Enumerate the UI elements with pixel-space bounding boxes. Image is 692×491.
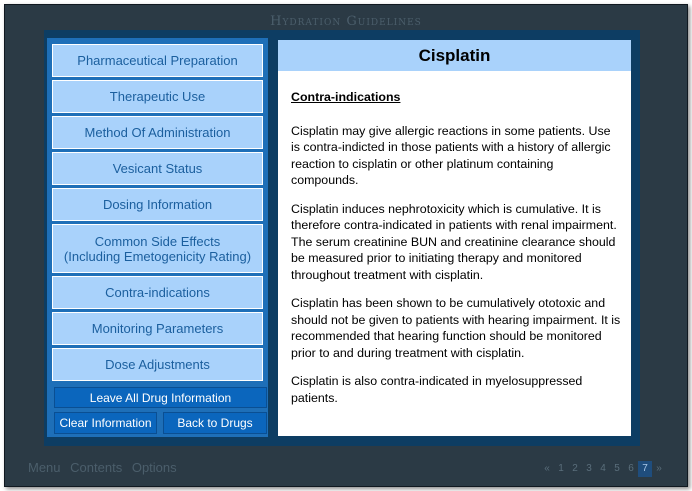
nav-item-monitoring-parameters[interactable]: Monitoring Parameters: [52, 312, 263, 345]
menu-link[interactable]: Menu: [28, 460, 61, 475]
back-to-drugs-button[interactable]: Back to Drugs: [163, 412, 267, 434]
page-navigator: [540, 461, 666, 477]
contents-link[interactable]: Contents: [70, 460, 123, 475]
previous-page-arrow[interactable]: «: [544, 463, 550, 474]
nav-item-method-of-administration[interactable]: Method Of Administration: [52, 116, 263, 149]
paragraph-ototoxicity: Cisplatin has been shown to be cumulatively ototoxic and should not be given to patients with hearing impairment. It is recommended that hearing function should be monitored prior to and during treatment with cisplatin.: [291, 296, 621, 360]
page-5[interactable]: 5: [614, 463, 620, 474]
next-page-arrow[interactable]: »: [656, 463, 662, 474]
paragraph-nephrotoxicity: Cisplatin induces nephrotoxicity which is cumulative. It is therefore contra-indicated in patients with renal impairment. The serum creatinine BUN and creatinine clearance should be measured prior to initiating therapy and monitored throughout treatment with cisplatin.: [291, 201, 617, 282]
nav-item-therapeutic-use[interactable]: Therapeutic Use: [52, 80, 263, 113]
clear-information-button[interactable]: Clear Information: [54, 412, 157, 434]
nav-item-pharmaceutical-preparation[interactable]: Pharmaceutical Preparation: [52, 44, 263, 77]
page-1[interactable]: 1: [558, 463, 564, 474]
bottom-menu: [28, 460, 183, 475]
page-3[interactable]: 3: [586, 463, 592, 474]
nav-item-dosing-information[interactable]: Dosing Information: [52, 188, 263, 221]
drug-title: Cisplatin: [278, 40, 631, 71]
content-body: [291, 89, 621, 418]
paragraph-myelosuppression: Cisplatin is also contra-indicated in myelosuppressed patients.: [291, 374, 583, 405]
options-link[interactable]: Options: [131, 460, 177, 475]
app-title: Hydration Guidelines: [270, 14, 422, 29]
page-4[interactable]: 4: [600, 463, 606, 474]
nav-item-dose-adjustments[interactable]: Dose Adjustments: [52, 348, 263, 381]
nav-item-contra-indications[interactable]: Contra-indications: [52, 276, 263, 309]
content-panel: [278, 40, 631, 436]
leave-drug-information-button[interactable]: Leave All Drug Information: [54, 387, 267, 408]
page-6[interactable]: 6: [628, 463, 634, 474]
nav-item-vesicant-status[interactable]: Vesicant Status: [52, 152, 263, 185]
nav-item-common-side-effects[interactable]: Common Side Effects (Including Emetogenicity Rating): [52, 224, 263, 273]
page-2[interactable]: 2: [572, 463, 578, 474]
paragraph-allergy: Cisplatin may give allergic reactions in some patients. Use is contra-indicted in those patients with a history of allergic reaction to cisplatin or other platinum containing compounds.: [291, 123, 611, 187]
page-7-current[interactable]: 7: [638, 461, 652, 477]
section-heading: Contra-indications: [291, 90, 401, 104]
